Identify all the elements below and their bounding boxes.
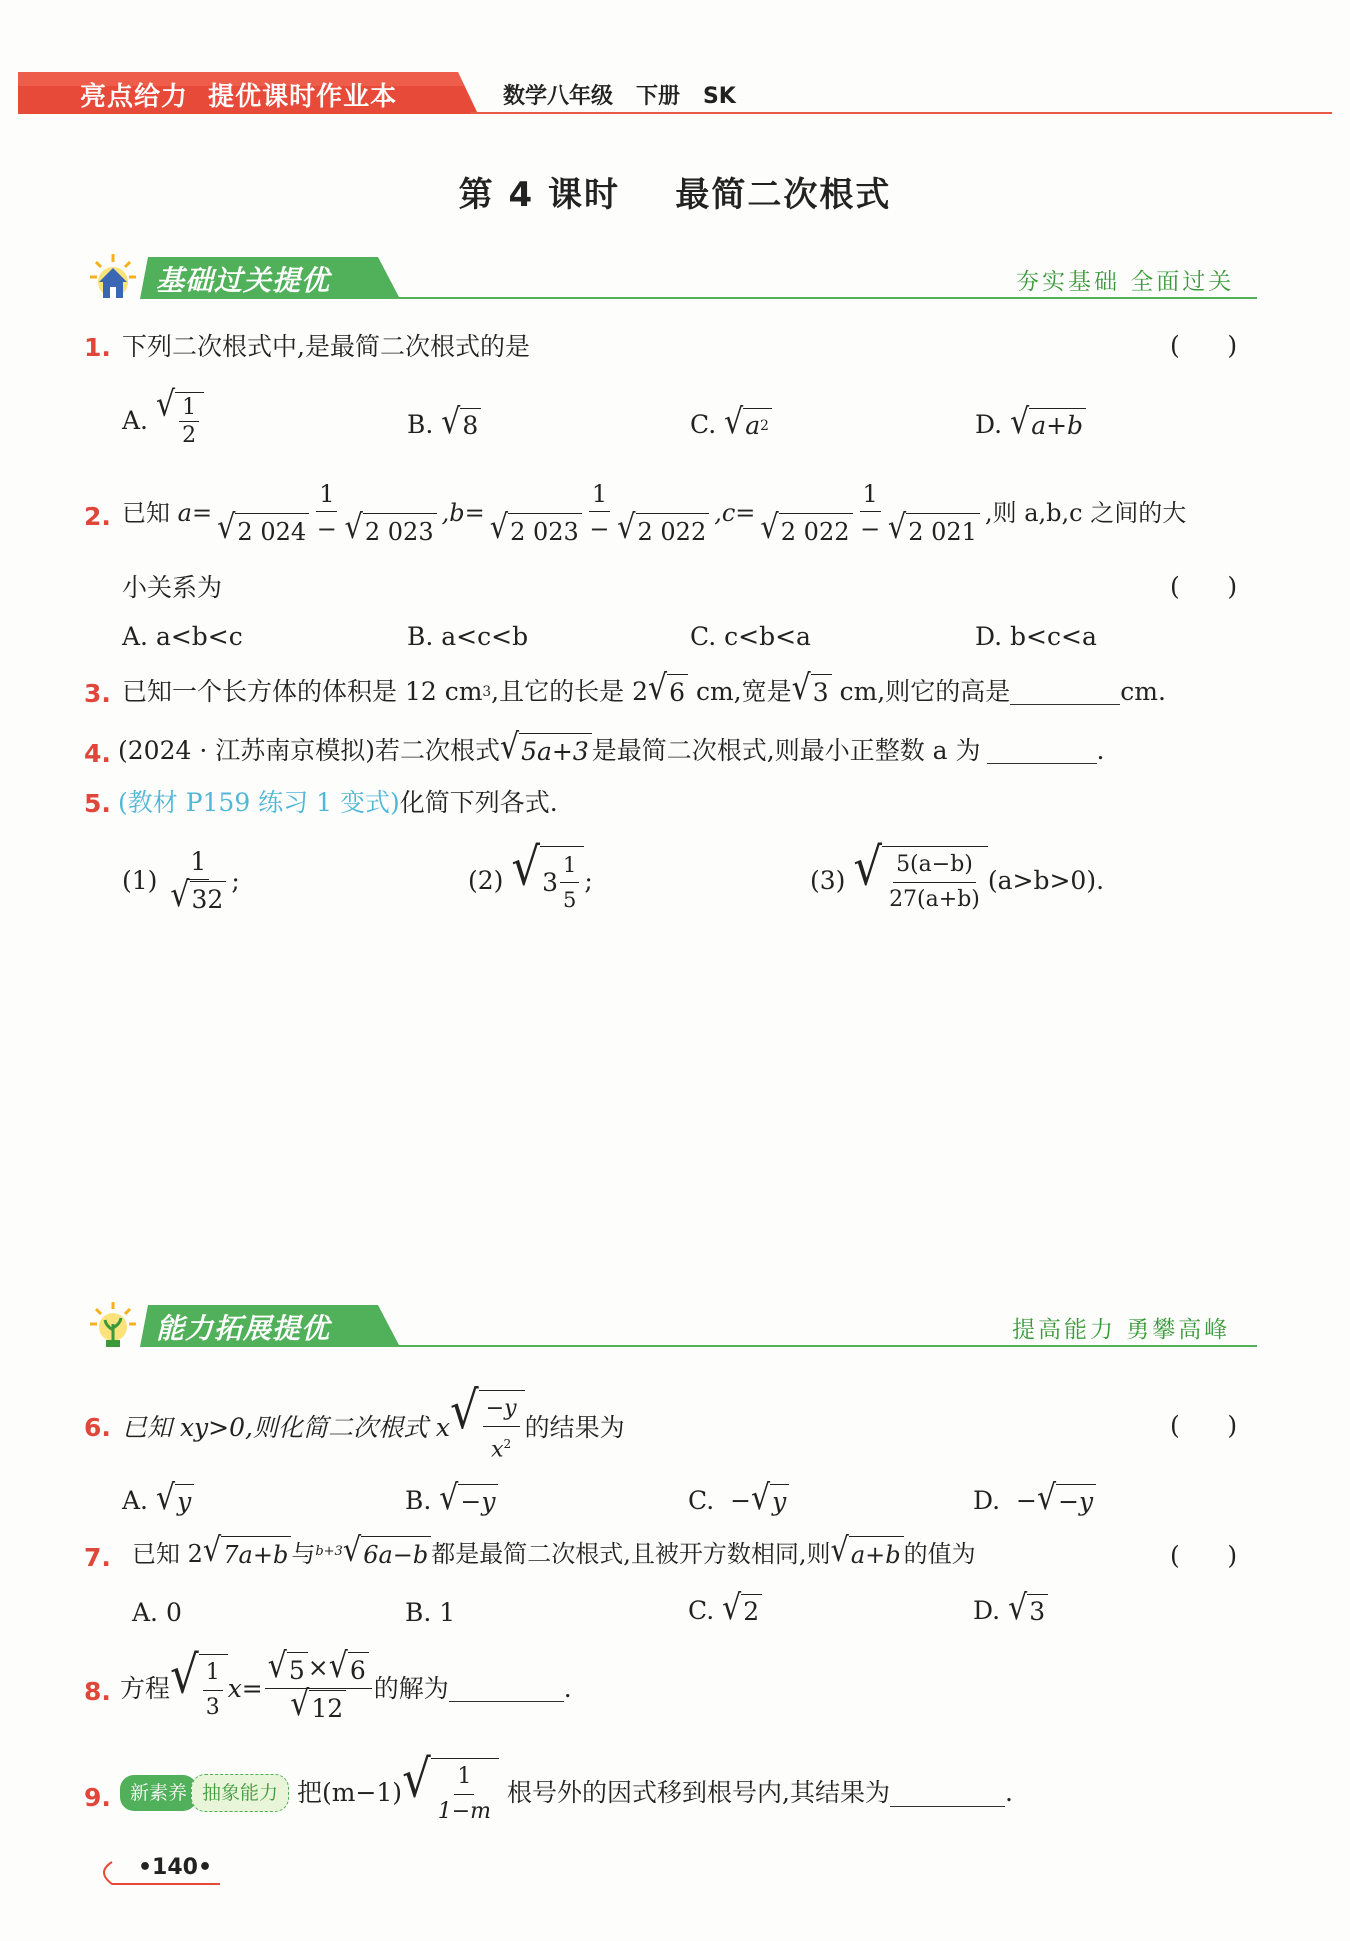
question-number: 4. <box>84 739 111 768</box>
answer-blank[interactable] <box>449 1675 564 1702</box>
subquestion-2: (2) √ 3 $\frac{1}{5}$ ; <box>468 846 593 916</box>
lightbulb-icon <box>88 1300 138 1350</box>
option-b: B. 1 <box>405 1598 456 1627</box>
option-a: A. 0 <box>132 1598 182 1627</box>
subquestion-3: (3) √ $\frac{5(a-b)}{27(a+b)}$ (a>b>0). <box>810 846 1104 916</box>
option-d: D. − √ −y <box>973 1484 1096 1516</box>
book-subject: 数学八年级 下册 SK <box>503 84 736 109</box>
option-d: D. √ 3 <box>973 1594 1048 1626</box>
answer-paren: ( ) <box>1170 1411 1238 1440</box>
section-slogan: 夯实基础 全面过关 <box>1016 269 1235 295</box>
badge-ability: 抽象能力 <box>191 1774 289 1812</box>
option-b: B. √ −y <box>405 1484 498 1516</box>
question-text-line2: 小关系为 <box>122 573 223 602</box>
question-text: 下列二次根式中,是最简二次根式的是 <box>122 332 530 361</box>
question-number: 6. <box>84 1413 111 1442</box>
section-rule <box>395 297 1257 299</box>
section-rule <box>395 1345 1257 1347</box>
section-title: 能力拓展提优 <box>156 1312 331 1345</box>
question-text: 已知 a= 1 √ 2 024 − √ 2 023 ,b= 1 √ 2 023 − √ 2 022 ,c= 1 √ 2 022 − √ 2 021 ,则 a,b,c 之间的大 <box>122 480 1187 547</box>
question-number: 5. <box>84 789 111 818</box>
answer-paren: ( ) <box>1170 572 1238 601</box>
option-b: B. √ 8 <box>407 408 481 440</box>
question-number: 1. <box>84 333 111 362</box>
subquestion-1: (1) 1 √ 32 ; <box>122 847 240 916</box>
question-number: 7. <box>84 1543 111 1572</box>
header-rule <box>470 112 1332 114</box>
answer-blank[interactable] <box>987 737 1097 764</box>
question-text: 已知 xy>0,则化简二次根式 x √ $\frac{-y}{x^2}$ 的结果为 <box>122 1390 625 1466</box>
option-d: D. √ a+b <box>975 408 1086 440</box>
option-c: C. − √ y <box>688 1484 789 1516</box>
answer-blank[interactable] <box>1010 678 1120 705</box>
question-number: 8. <box>84 1677 111 1706</box>
section-title: 基础过关提优 <box>156 264 331 297</box>
question-text: 已知 2 √ 7a+b 与 b+3 √ 6a−b 都是最简二次根式,且被开方数相同,则 √ a+b 的值为 <box>132 1529 976 1570</box>
option-c: C. c<b<a <box>690 622 811 651</box>
answer-paren: ( ) <box>1170 331 1238 360</box>
question-number: 9. <box>84 1783 111 1812</box>
house-icon <box>88 252 138 302</box>
page-number: •140• <box>138 1855 213 1880</box>
badge-new-literacy: 新素养 <box>120 1775 197 1811</box>
option-a: A. √ $\frac{1}{2}$ <box>122 392 204 448</box>
book-brand: 亮点给力 提优课时作业本 <box>80 82 398 112</box>
section-slogan: 提高能力 勇攀高峰 <box>1012 1317 1231 1343</box>
question-text: (2024 · 江苏南京模拟)若二次根式 √ 5a+3 是最简二次根式,则最小正整数 a 为 . <box>118 726 1105 768</box>
option-a: A. √ y <box>122 1484 194 1516</box>
question-text: 已知一个长方体的体积是 12 cm 3 ,且它的长是 2 √ 6 cm,宽是 √ 3 cm,则它的高是 cm. <box>122 667 1166 709</box>
option-d: D. b<c<a <box>975 622 1097 651</box>
answer-paren: ( ) <box>1170 1541 1238 1570</box>
option-b: B. a<c<b <box>407 622 529 651</box>
question-text: 方程 √ $\frac{1}{3}$ x= √ 5 × √ 6 √ 12 的解为 . <box>120 1643 572 1725</box>
option-a: A. a<b<c <box>122 622 243 651</box>
option-c: C. √ a 2 <box>690 408 772 440</box>
answer-blank[interactable] <box>890 1780 1005 1807</box>
question-number: 3. <box>84 679 111 708</box>
lesson-title: 第 4 课时 最简二次根式 <box>458 175 892 215</box>
option-c: C. √ 2 <box>688 1594 762 1626</box>
question-text: (教材 P159 练习 1 变式)化简下列各式. <box>118 788 558 817</box>
question-text: 新素养 抽象能力 把(m−1) √ $\frac{1}{1-m}$ 根号外的因式移到根号内,其结果为 . <box>120 1758 1013 1828</box>
question-number: 2. <box>84 502 111 531</box>
source-note: (教材 P159 练习 1 变式) <box>118 788 400 817</box>
